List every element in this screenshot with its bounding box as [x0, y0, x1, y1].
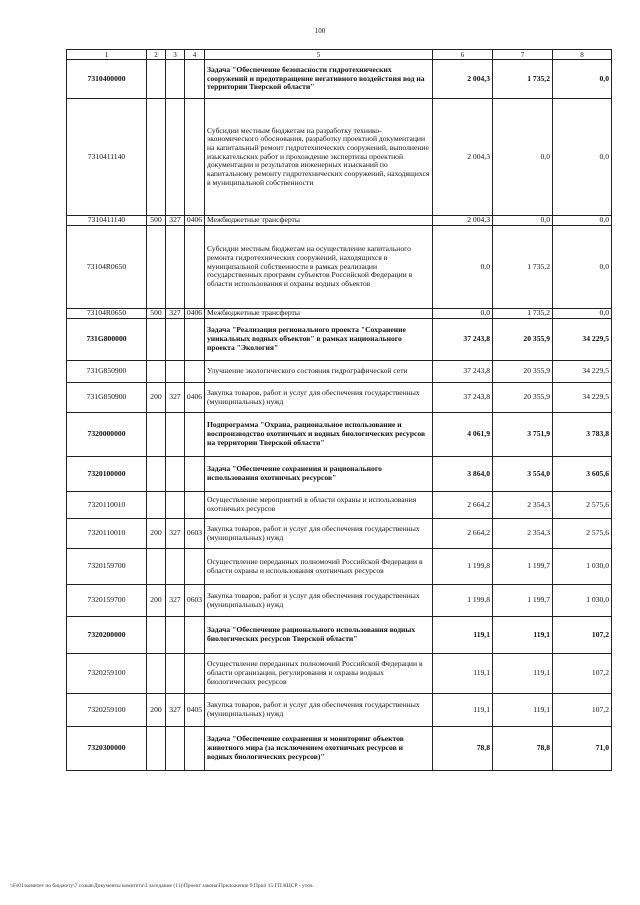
amount-cell: 2 664,2 [433, 492, 493, 519]
code-cell: 7320200000 [67, 617, 147, 654]
amount-cell: 37 243,8 [433, 319, 493, 361]
type-cell [147, 492, 166, 519]
type-cell [147, 361, 166, 383]
amount-cell: 20 355,9 [493, 383, 553, 413]
ministry-cell [166, 226, 185, 309]
table-row [67, 492, 612, 519]
amount-cell: 119,1 [493, 654, 553, 694]
section-cell [185, 492, 205, 519]
type-cell: 200 [147, 519, 166, 549]
code-cell: 731G850900 [67, 361, 147, 383]
type-cell [147, 654, 166, 694]
section-cell [185, 319, 205, 361]
table-row [67, 585, 612, 617]
ministry-cell [166, 60, 185, 99]
section-cell: 0603 [185, 519, 205, 549]
ministry-cell: 327 [166, 383, 185, 413]
amount-cell: 0,0 [553, 226, 612, 309]
ministry-cell: 327 [166, 585, 185, 617]
section-cell [185, 226, 205, 309]
section-cell [185, 617, 205, 654]
type-cell [147, 319, 166, 361]
code-cell: 7320300000 [67, 727, 147, 771]
name-cell: Задача "Обеспечение рационального использования водных биологических ресурсов Тверской области" [205, 617, 433, 654]
header-cell: 3 [166, 50, 185, 60]
ministry-cell [166, 617, 185, 654]
name-cell: Субсидии местным бюджетам на разработку технико-экономического обоснования, разработку проектной документации на капитальный ремонт гидротехнических сооружений, выполнение изыскательских работ и прохождение экспертизы проектной документации и результатов инженерных изысканий по капитальному ремонту гидротехнических сооружений, находящихся в муниципальной собственности [205, 99, 433, 216]
amount-cell: 0,0 [553, 99, 612, 216]
amount-cell: 1 199,7 [493, 585, 553, 617]
amount-cell: 107,2 [553, 694, 612, 727]
name-cell: Задача "Обеспечение сохранения и мониторинг объектов животного мира (за исключением охотничьих ресурсов и водных биологических ресурсов)" [205, 727, 433, 771]
amount-cell: 78,8 [493, 727, 553, 771]
table-row [67, 216, 612, 226]
amount-cell: 71,0 [553, 727, 612, 771]
table-row [67, 226, 612, 309]
name-cell: Закупка товаров, работ и услуг для обеспечения государственных (муниципальных) нужд [205, 694, 433, 727]
amount-cell: 3 864,0 [433, 457, 493, 492]
table-row [67, 694, 612, 727]
ministry-cell [166, 727, 185, 771]
amount-cell: 2 664,2 [433, 519, 493, 549]
name-cell: Задача "Обеспечение безопасности гидротехнических сооружений и предотвращение негативного воздействия вод на территории Тверской области" [205, 60, 433, 99]
type-cell [147, 549, 166, 585]
table-row [67, 727, 612, 771]
amount-cell: 20 355,9 [493, 361, 553, 383]
amount-cell: 34 229,5 [553, 319, 612, 361]
header-cell: 1 [67, 50, 147, 60]
amount-cell: 0,0 [493, 216, 553, 226]
amount-cell: 3 605,6 [553, 457, 612, 492]
code-cell: 73104R0650 [67, 226, 147, 309]
name-cell: Субсидии местным бюджетам на осуществление капитального ремонта гидротехнических сооружений, находящихся в муниципальной собственности в рамках реализации государственных программ субъектов Российской Федерации в области использования и охраны водных объектов [205, 226, 433, 309]
amount-cell: 1 199,7 [493, 549, 553, 585]
page-number: 100 [314, 27, 326, 35]
type-cell [147, 99, 166, 216]
ministry-cell: 327 [166, 309, 185, 319]
table-row [67, 319, 612, 361]
header-cell: 6 [433, 50, 493, 60]
section-cell [185, 457, 205, 492]
amount-cell: 2 354,3 [493, 492, 553, 519]
section-cell [185, 99, 205, 216]
table-row [67, 654, 612, 694]
amount-cell: 34 229,5 [553, 361, 612, 383]
ministry-cell [166, 99, 185, 216]
type-cell [147, 457, 166, 492]
name-cell: Улучшение экологического состояния гидрографической сети [205, 361, 433, 383]
section-cell [185, 727, 205, 771]
ministry-cell [166, 549, 185, 585]
section-cell [185, 549, 205, 585]
amount-cell: 119,1 [493, 617, 553, 654]
amount-cell: 3 751,9 [493, 413, 553, 457]
amount-cell: 2 004,3 [433, 60, 493, 99]
table-row [67, 383, 612, 413]
name-cell: Закупка товаров, работ и услуг для обеспечения государственных (муниципальных) нужд [205, 383, 433, 413]
amount-cell: 119,1 [433, 694, 493, 727]
amount-cell: 119,1 [433, 617, 493, 654]
type-cell [147, 226, 166, 309]
amount-cell: 0,0 [433, 226, 493, 309]
ministry-cell [166, 319, 185, 361]
code-cell: 7310411140 [67, 99, 147, 216]
table-row [67, 99, 612, 216]
ministry-cell: 327 [166, 694, 185, 727]
budget-table [66, 49, 612, 771]
amount-cell: 4 061,9 [433, 413, 493, 457]
amount-cell: 1 735,2 [493, 309, 553, 319]
code-cell: 731G800000 [67, 319, 147, 361]
section-cell [185, 654, 205, 694]
section-cell: 0406 [185, 309, 205, 319]
amount-cell: 1 199,8 [433, 585, 493, 617]
ministry-cell [166, 361, 185, 383]
name-cell: Подпрограмма "Охрана, рациональное использование и воспроизводство охотничьих и водных биологических ресурсов на территории Тверской области" [205, 413, 433, 457]
header-cell: 5 [205, 50, 433, 60]
table-row [67, 519, 612, 549]
amount-cell: 107,2 [553, 654, 612, 694]
name-cell: Осуществление мероприятий в области охраны и использования охотничьих ресурсов [205, 492, 433, 519]
amount-cell: 2 575,6 [553, 519, 612, 549]
amount-cell: 3 554,0 [493, 457, 553, 492]
table-row [67, 361, 612, 383]
section-cell: 0603 [185, 585, 205, 617]
name-cell: Закупка товаров, работ и услуг для обеспечения государственных (муниципальных) нужд [205, 585, 433, 617]
amount-cell: 0,0 [553, 216, 612, 226]
amount-cell: 0,0 [553, 60, 612, 99]
section-cell: 0406 [185, 216, 205, 226]
amount-cell: 1 735,2 [493, 60, 553, 99]
ministry-cell [166, 654, 185, 694]
amount-cell: 107,2 [553, 617, 612, 654]
section-cell: 0405 [185, 694, 205, 727]
name-cell: Межбюджетные трансферты [205, 309, 433, 319]
name-cell: Межбюджетные трансферты [205, 216, 433, 226]
header-cell: 2 [147, 50, 166, 60]
footer-file-path: \\Fs01\комитет по бюджету\7 созыв\Документы комитета\3 заседание (11)\Проект закона\Приложение 9 Прил 15 ГП КЦСР - уточ. [10, 883, 314, 889]
name-cell: Задача "Реализация регионального проекта "Сохранение уникальных водных объектов" в рамках национального проекта "Экология" [205, 319, 433, 361]
name-cell: Осуществление переданных полномочий Российской Федерации в области организации, регулирования и охраны водных биологических ресурсов [205, 654, 433, 694]
name-cell: Закупка товаров, работ и услуг для обеспечения государственных (муниципальных) нужд [205, 519, 433, 549]
type-cell [147, 617, 166, 654]
amount-cell: 0,0 [553, 309, 612, 319]
table-row [67, 617, 612, 654]
name-cell: Задача "Обеспечение сохранения и рационального использования охотничьих ресурсов" [205, 457, 433, 492]
amount-cell: 0,0 [433, 309, 493, 319]
table-row [67, 413, 612, 457]
section-cell [185, 60, 205, 99]
type-cell: 500 [147, 309, 166, 319]
code-cell: 7310411140 [67, 216, 147, 226]
code-cell: 7320110010 [67, 519, 147, 549]
header-cell: 7 [493, 50, 553, 60]
type-cell [147, 727, 166, 771]
amount-cell: 2 004,3 [433, 99, 493, 216]
name-cell: Осуществление переданных полномочий Российской Федерации в области охраны и использования охотничьих ресурсов [205, 549, 433, 585]
type-cell [147, 60, 166, 99]
amount-cell: 1 030,0 [553, 585, 612, 617]
code-cell: 73104R0650 [67, 309, 147, 319]
amount-cell: 2 354,3 [493, 519, 553, 549]
type-cell: 200 [147, 585, 166, 617]
amount-cell: 37 243,8 [433, 361, 493, 383]
type-cell: 500 [147, 216, 166, 226]
table-row [67, 549, 612, 585]
code-cell: 7310400000 [67, 60, 147, 99]
amount-cell: 34 229,5 [553, 383, 612, 413]
ministry-cell [166, 457, 185, 492]
code-cell: 7320100000 [67, 457, 147, 492]
amount-cell: 3 783,8 [553, 413, 612, 457]
code-cell: 7320110010 [67, 492, 147, 519]
ministry-cell: 327 [166, 519, 185, 549]
section-cell [185, 413, 205, 457]
table-row [67, 60, 612, 99]
amount-cell: 20 355,9 [493, 319, 553, 361]
amount-cell: 37 243,8 [433, 383, 493, 413]
amount-cell: 0,0 [493, 99, 553, 216]
amount-cell: 2 575,6 [553, 492, 612, 519]
amount-cell: 2 004,3 [433, 216, 493, 226]
code-cell: 7320000000 [67, 413, 147, 457]
type-cell: 200 [147, 383, 166, 413]
code-cell: 7320259100 [67, 694, 147, 727]
table-header-row [67, 50, 612, 60]
code-cell: 7320259100 [67, 654, 147, 694]
table-row [67, 309, 612, 319]
table-row [67, 457, 612, 492]
amount-cell: 1 030,0 [553, 549, 612, 585]
section-cell: 0406 [185, 383, 205, 413]
code-cell: 7320159700 [67, 585, 147, 617]
header-cell: 8 [553, 50, 612, 60]
code-cell: 731G850900 [67, 383, 147, 413]
amount-cell: 1 735,2 [493, 226, 553, 309]
header-cell: 4 [185, 50, 205, 60]
section-cell [185, 361, 205, 383]
amount-cell: 119,1 [493, 694, 553, 727]
ministry-cell [166, 413, 185, 457]
type-cell: 200 [147, 694, 166, 727]
amount-cell: 1 199,8 [433, 549, 493, 585]
amount-cell: 78,8 [433, 727, 493, 771]
type-cell [147, 413, 166, 457]
ministry-cell [166, 492, 185, 519]
ministry-cell: 327 [166, 216, 185, 226]
code-cell: 7320159700 [67, 549, 147, 585]
amount-cell: 119,1 [433, 654, 493, 694]
